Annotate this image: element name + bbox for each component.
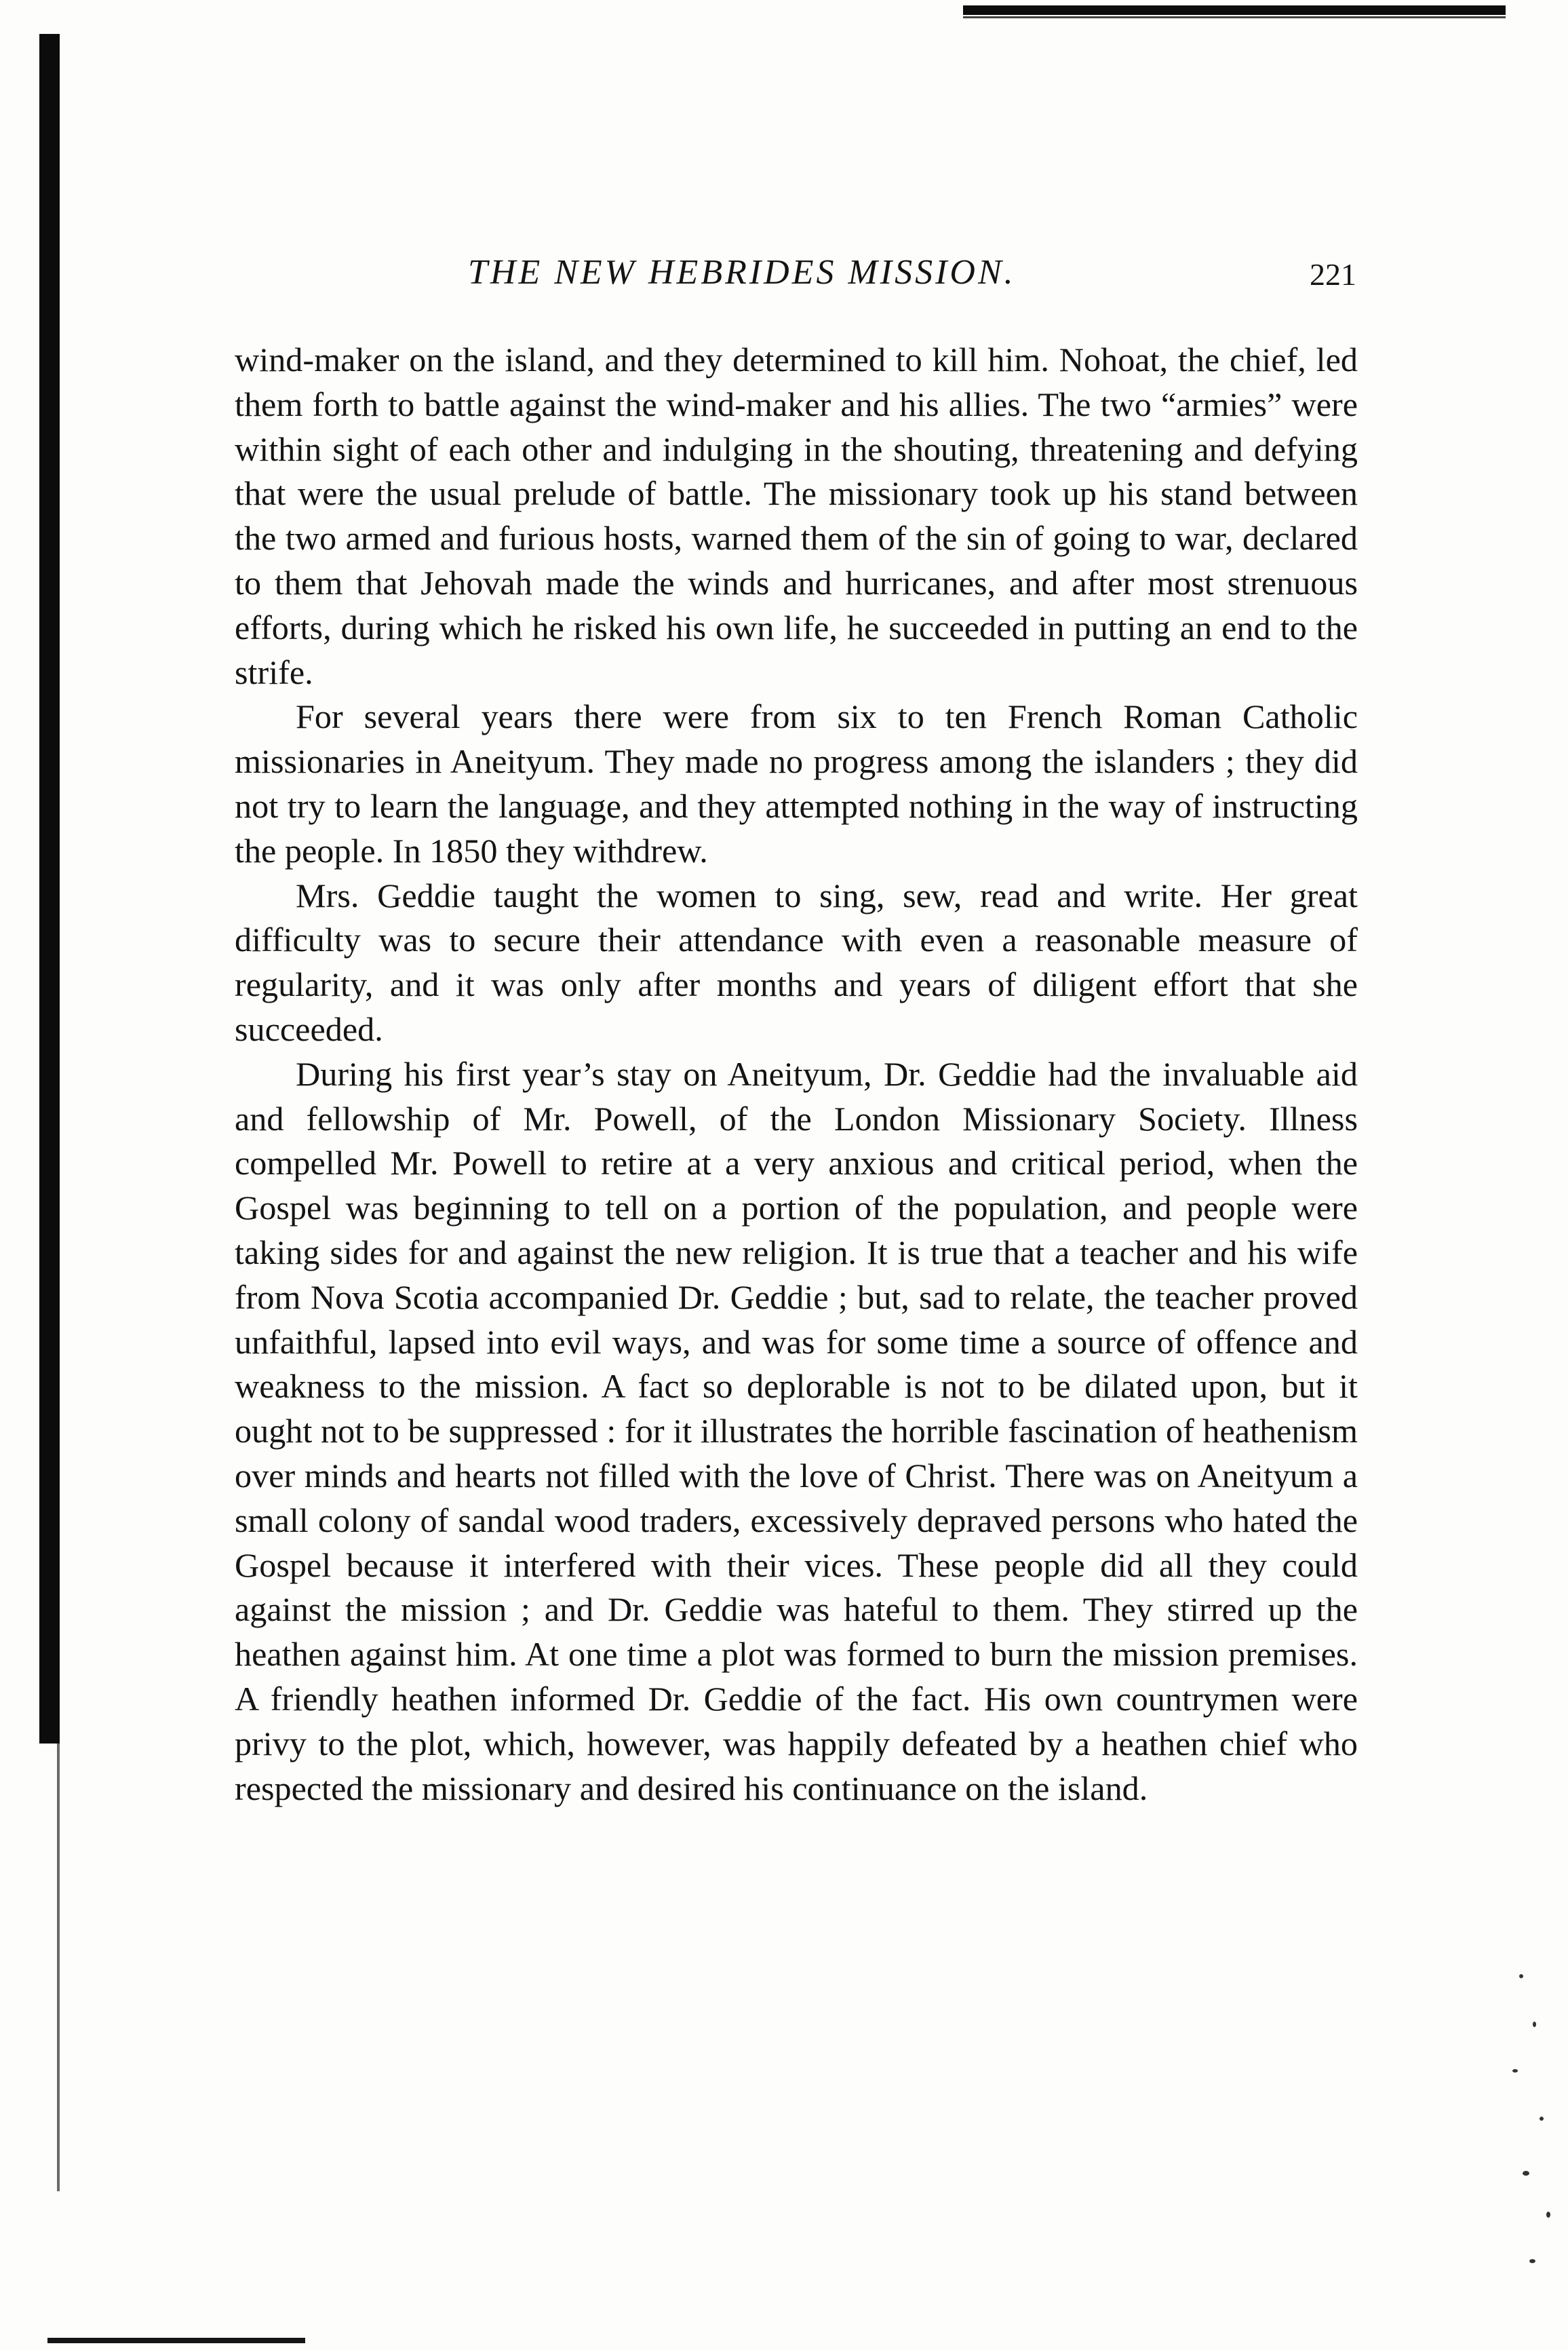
scan-speck — [1523, 2171, 1529, 2176]
bottom-edge-mark — [47, 2338, 305, 2343]
paragraph-3: Mrs. Geddie taught the women to sing, sew, read and write. Her great difficulty was to secure their attendance with even a reasonable measure of regularity, and it was only after months and years of diligent effort that she succeeded. — [235, 876, 1358, 1048]
scan-speck — [1512, 2069, 1518, 2073]
running-title: THE NEW HEBRIDES MISSION. — [468, 253, 1016, 292]
paragraph-4: During his first year’s stay on Aneityum, Dr. Geddie had the invaluable aid and fellowship of Mr. Powell, of the London Missionary Society. Illness compelled Mr. Powell to retire at a very anxious and critical period, when the Gospel was beginning to tell on a portion of the population, and people were taking sides for and against the new religion. It is true that a teacher and his wife from Nova Scotia accompanied Dr. Geddie ; but, sad to relate, the teacher proved unfaithful, lapsed into evil ways, and was for some time a source of offence and weakness to the mission. A fact so deplorable is not to be dilated upon, but it ought not to be suppressed : for it illustrates the horrible fascination of heathenism over minds and hearts not filled with the love of Christ. There was on Aneityum a small colony of sandal wood traders, excessively depraved persons who hated the Gospel because it interfered with their vices. These people did all they could against the mission ; and Dr. Geddie was hateful to them. They stirred up the heathen against him. At one time a plot was formed to burn the mission premises. A friendly heathen informed Dr. Geddie of the fact. His own countrymen were privy to the plot, which, however, was happily defeated by a heathen chief who respected the missionary and desired his continuance on the island. — [235, 1054, 1358, 1807]
paragraph-1: wind-maker on the island, and they determined to kill him. Nohoat, the chief, led them forth to battle against the wind-maker and his allies. The two “armies” were within sight of each other and indulging in the shouting, threatening and defying that were the usual prelude of battle. The missionary took up his stand between the two armed and furious hosts, warned them of the sin of going to war, declared to them that Jehovah made the winds and hurricanes, and after most strenuous efforts, during which he risked his own life, he succeeded in putting an end to the strife. — [235, 341, 1358, 691]
paragraph-2: For several years there were from six to ten French Roman Catholic missionaries in Aneityum. They made no progress among the islanders ; they did not try to learn the language, and they attempted nothing in the way of instructing the people. In 1850 they withdrew. — [235, 697, 1358, 870]
scan-speck — [1540, 2117, 1544, 2121]
body-text — [235, 338, 1358, 1811]
top-edge-rule — [963, 5, 1506, 15]
page-number: 221 — [1310, 257, 1356, 292]
scan-speck — [1519, 1974, 1523, 1978]
scan-speck — [1546, 2212, 1550, 2218]
top-edge-rule-thin — [963, 16, 1506, 18]
scan-speck — [1533, 2022, 1536, 2027]
scan-speck — [1529, 2259, 1535, 2263]
binding-shadow — [39, 34, 60, 1744]
page-header — [237, 252, 1356, 300]
scan-edge-noise — [1492, 1967, 1567, 2320]
gutter-line — [57, 1744, 60, 2191]
